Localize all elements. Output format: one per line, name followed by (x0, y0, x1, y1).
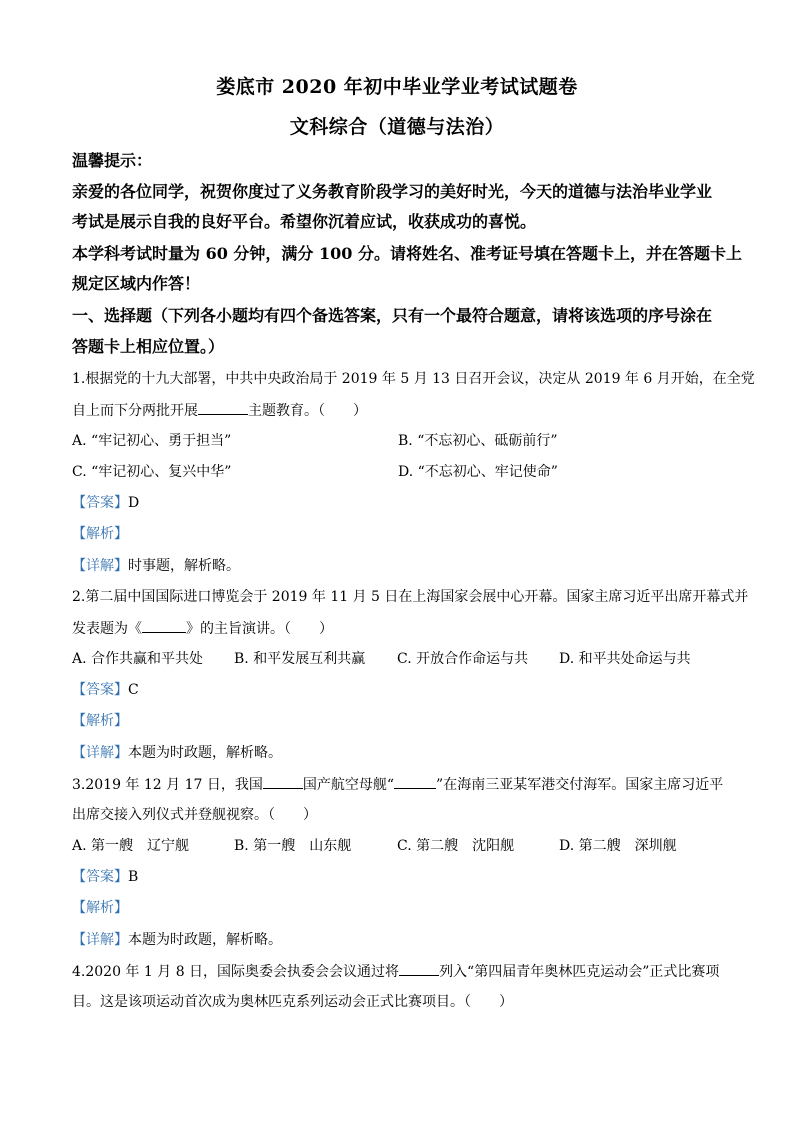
analysis-line (72, 711, 128, 731)
question-text-part: 3.2019 年 12 月 17 日，我国 (72, 777, 263, 793)
option-b: B. 和平发展互利共赢 (234, 651, 366, 667)
detail-label: 【详解】 (72, 558, 128, 574)
notice-text: 亲爱的各位同学，祝贺你度过了义务教育阶段学习的美好时光，今天的道德与法治毕业学业 (72, 182, 713, 201)
option-d: D. 第二艘 深圳舰 (559, 838, 677, 854)
question-text-part: 自上而下分两批开展 (72, 403, 198, 419)
question-text: 目。这是该项运动首次成为奥林匹克系列运动会正式比赛项目。（ ） (72, 994, 513, 1010)
option-b: B. “不忘初心、砥砺前行” (398, 433, 558, 449)
question-text-part: 发表题为《 (72, 621, 142, 637)
answer-value: B (128, 869, 139, 885)
detail-label: 【详解】 (72, 932, 128, 948)
detail-line (72, 930, 282, 950)
answer-label: 【答案】 (72, 682, 128, 698)
question-text-part: ”在海南三亚某军港交付海军。国家主席习近平 (436, 777, 724, 793)
detail-line (72, 556, 240, 576)
page-title: 娄底市 2020 年初中毕业学业考试试题卷 (216, 76, 578, 98)
section-heading: 一、选择题（下列各小题均有四个备选答案，只有一个最符合题意，请将该选项的序号涂在 (72, 306, 713, 325)
option-d: D. “不忘初心、牢记使命” (398, 464, 558, 480)
notice-text: 本学科考试时量为 60 分钟，满分 100 分。请将姓名、准考证号填在答题卡上，并在答题卡上 (72, 244, 742, 263)
option-a: A. 合作共赢和平共处 (72, 651, 204, 667)
analysis-label: 【解析】 (72, 713, 128, 729)
question-text: 1.根据党的十九大部署，中共中央政治局于 2019 年 5 月 13 日召开会议，决定从 2019 年 6 月开始，在全党 (72, 371, 755, 387)
question-text: 出席交接入列仪式并登舰视察。（ ） (72, 807, 317, 823)
section-heading: 答题卡上相应位置。） (72, 337, 225, 356)
answer-blank (198, 400, 248, 415)
question-text-part: 》的主旨演讲。（ ） (186, 621, 333, 637)
question-text (72, 618, 732, 639)
option-c: C. 开放合作命运与共 (397, 651, 529, 667)
answer-blank (399, 961, 439, 976)
analysis-line (72, 898, 128, 918)
option-a: A. “牢记初心、勇于担当” (72, 433, 232, 449)
option-a: A. 第一艘 辽宁舰 (72, 838, 190, 854)
notice-text: 考试是展示自我的良好平台。希望你沉着应试，收获成功的喜悦。 (72, 212, 537, 231)
question-text-part: 4.2020 年 1 月 8 日，国际奥委会执委会会议通过将 (72, 964, 400, 980)
analysis-label: 【解析】 (72, 900, 128, 916)
detail-text: 时事题，解析略。 (128, 558, 240, 574)
detail-label: 【详解】 (72, 745, 128, 761)
answer-blank (394, 774, 436, 789)
analysis-label: 【解析】 (72, 526, 128, 542)
answer-label: 【答案】 (72, 869, 128, 885)
question-text-part: 列入“第四届青年奥林匹克运动会”正式比赛项 (439, 964, 720, 980)
detail-line (72, 743, 282, 763)
answer-value: C (128, 682, 139, 698)
option-c: C. 第二艘 沈阳舰 (397, 838, 515, 854)
question-text (72, 961, 732, 982)
notice-heading: 温馨提示： (72, 151, 153, 170)
answer-line (72, 867, 138, 887)
analysis-line (72, 524, 128, 544)
detail-text: 本题为时政题，解析略。 (128, 932, 282, 948)
page-subtitle: 文科综合（道德与法治） (289, 116, 505, 138)
option-c: C. “牢记初心、复兴中华” (72, 464, 232, 480)
question-text-part: 主题教育。（ ） (248, 403, 367, 419)
question-text (72, 400, 732, 421)
answer-value: D (128, 495, 140, 511)
detail-text: 本题为时政题，解析略。 (128, 745, 282, 761)
answer-line (72, 493, 139, 513)
answer-blank (142, 618, 186, 633)
answer-line (72, 680, 139, 700)
question-text (72, 774, 732, 795)
answer-label: 【答案】 (72, 495, 128, 511)
answer-blank (263, 774, 303, 789)
option-b: B. 第一艘 山东舰 (234, 838, 352, 854)
question-text: 2.第二届中国国际进口博览会于 2019 年 11 月 5 日在上海国家会展中心开幕。国家主席习近平出席开幕式并 (72, 589, 749, 605)
notice-text: 规定区域内作答！ (72, 274, 201, 293)
option-d: D. 和平共处命运与共 (559, 651, 691, 667)
question-text-part: 国产航空母舰“ (302, 777, 395, 793)
